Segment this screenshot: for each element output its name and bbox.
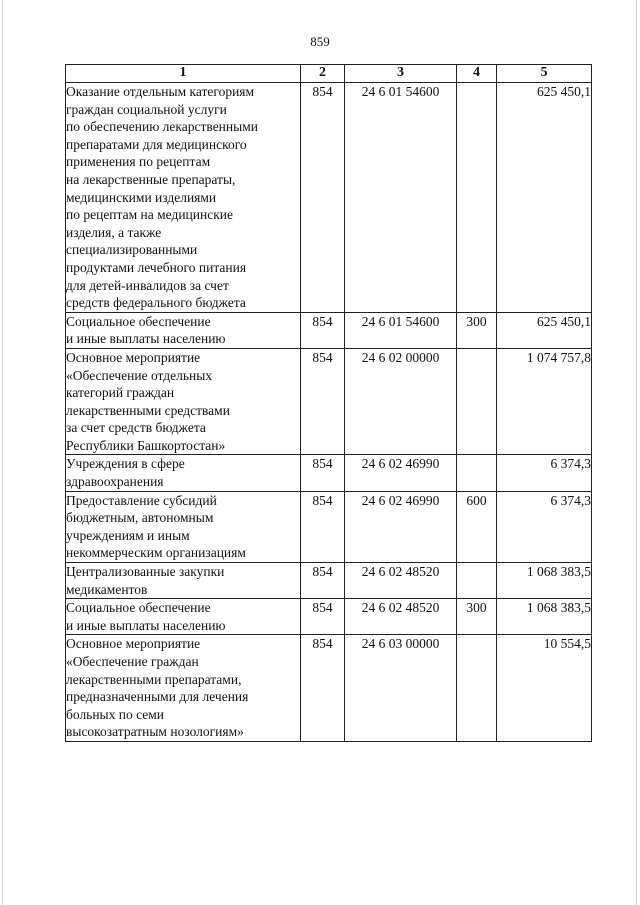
row-article: 24 6 02 46990 xyxy=(345,455,457,491)
row-section: 854 xyxy=(301,455,345,491)
row-section: 854 xyxy=(301,312,345,348)
row-article: 24 6 02 00000 xyxy=(345,348,457,455)
row-amount: 625 450,1 xyxy=(497,83,592,313)
row-section: 854 xyxy=(301,635,345,742)
row-name: Учреждения в сфере здравоохранения xyxy=(66,455,301,491)
row-amount: 1 074 757,8 xyxy=(497,348,592,455)
row-article: 24 6 01 54600 xyxy=(345,312,457,348)
table-row xyxy=(66,599,592,635)
header-col-name: 1 xyxy=(66,65,301,83)
table-row xyxy=(66,491,592,562)
row-section: 854 xyxy=(301,599,345,635)
row-section: 854 xyxy=(301,491,345,562)
row-amount: 10 554,5 xyxy=(497,635,592,742)
row-amount: 1 068 383,5 xyxy=(497,563,592,599)
header-col-amount: 5 xyxy=(497,65,592,83)
table-row xyxy=(66,635,592,742)
row-name: Оказание отдельным категориям граждан социальной услуги по обеспечению лекарственными препаратами для медицинского применения по рецептам на лекарственные препараты, медицинскими изделиями по рецептам на медицинские изделия, а также специализированными продуктами лечебного питания для детей-инвалидов за счет средств федерального бюджета xyxy=(66,83,301,313)
row-name: Социальное обеспечение и иные выплаты населению xyxy=(66,312,301,348)
row-name: Основное мероприятие «Обеспечение граждан лекарственными препаратами, предназначенными для лечения больных по семи высокозатратным нозологиям» xyxy=(66,635,301,742)
table-row xyxy=(66,83,592,313)
row-name: Централизованные закупки медикаментов xyxy=(66,563,301,599)
row-amount: 6 374,3 xyxy=(497,455,592,491)
table-row xyxy=(66,563,592,599)
row-expense-type xyxy=(457,635,497,742)
scan-edge-left xyxy=(2,0,3,905)
header-row xyxy=(66,65,592,83)
row-section: 854 xyxy=(301,348,345,455)
row-name: Социальное обеспечение и иные выплаты населению xyxy=(66,599,301,635)
row-article: 24 6 02 48520 xyxy=(345,563,457,599)
row-expense-type: 300 xyxy=(457,312,497,348)
row-expense-type xyxy=(457,83,497,313)
row-article: 24 6 02 46990 xyxy=(345,491,457,562)
row-article: 24 6 02 48520 xyxy=(345,599,457,635)
row-section: 854 xyxy=(301,563,345,599)
header-col-article: 3 xyxy=(345,65,457,83)
table-row xyxy=(66,312,592,348)
row-expense-type: 300 xyxy=(457,599,497,635)
row-expense-type: 600 xyxy=(457,491,497,562)
row-name: Основное мероприятие «Обеспечение отдельных категорий граждан лекарственными средствами за счет средств бюджета Республики Башкортостан» xyxy=(66,348,301,455)
row-article: 24 6 03 00000 xyxy=(345,635,457,742)
row-amount: 1 068 383,5 xyxy=(497,599,592,635)
page-number: 859 xyxy=(310,34,330,49)
table-row xyxy=(66,455,592,491)
row-expense-type xyxy=(457,455,497,491)
row-amount: 6 374,3 xyxy=(497,491,592,562)
row-expense-type xyxy=(457,348,497,455)
scan-edge-right xyxy=(636,0,637,905)
row-amount: 625 450,1 xyxy=(497,312,592,348)
row-section: 854 xyxy=(301,83,345,313)
row-article: 24 6 01 54600 xyxy=(345,83,457,313)
table-row xyxy=(66,348,592,455)
row-expense-type xyxy=(457,563,497,599)
budget-table xyxy=(65,64,592,742)
row-name: Предоставление субсидий бюджетным, автономным учреждениям и иным некоммерческим организациям xyxy=(66,491,301,562)
header-col-section: 2 xyxy=(301,65,345,83)
header-col-expense-type: 4 xyxy=(457,65,497,83)
